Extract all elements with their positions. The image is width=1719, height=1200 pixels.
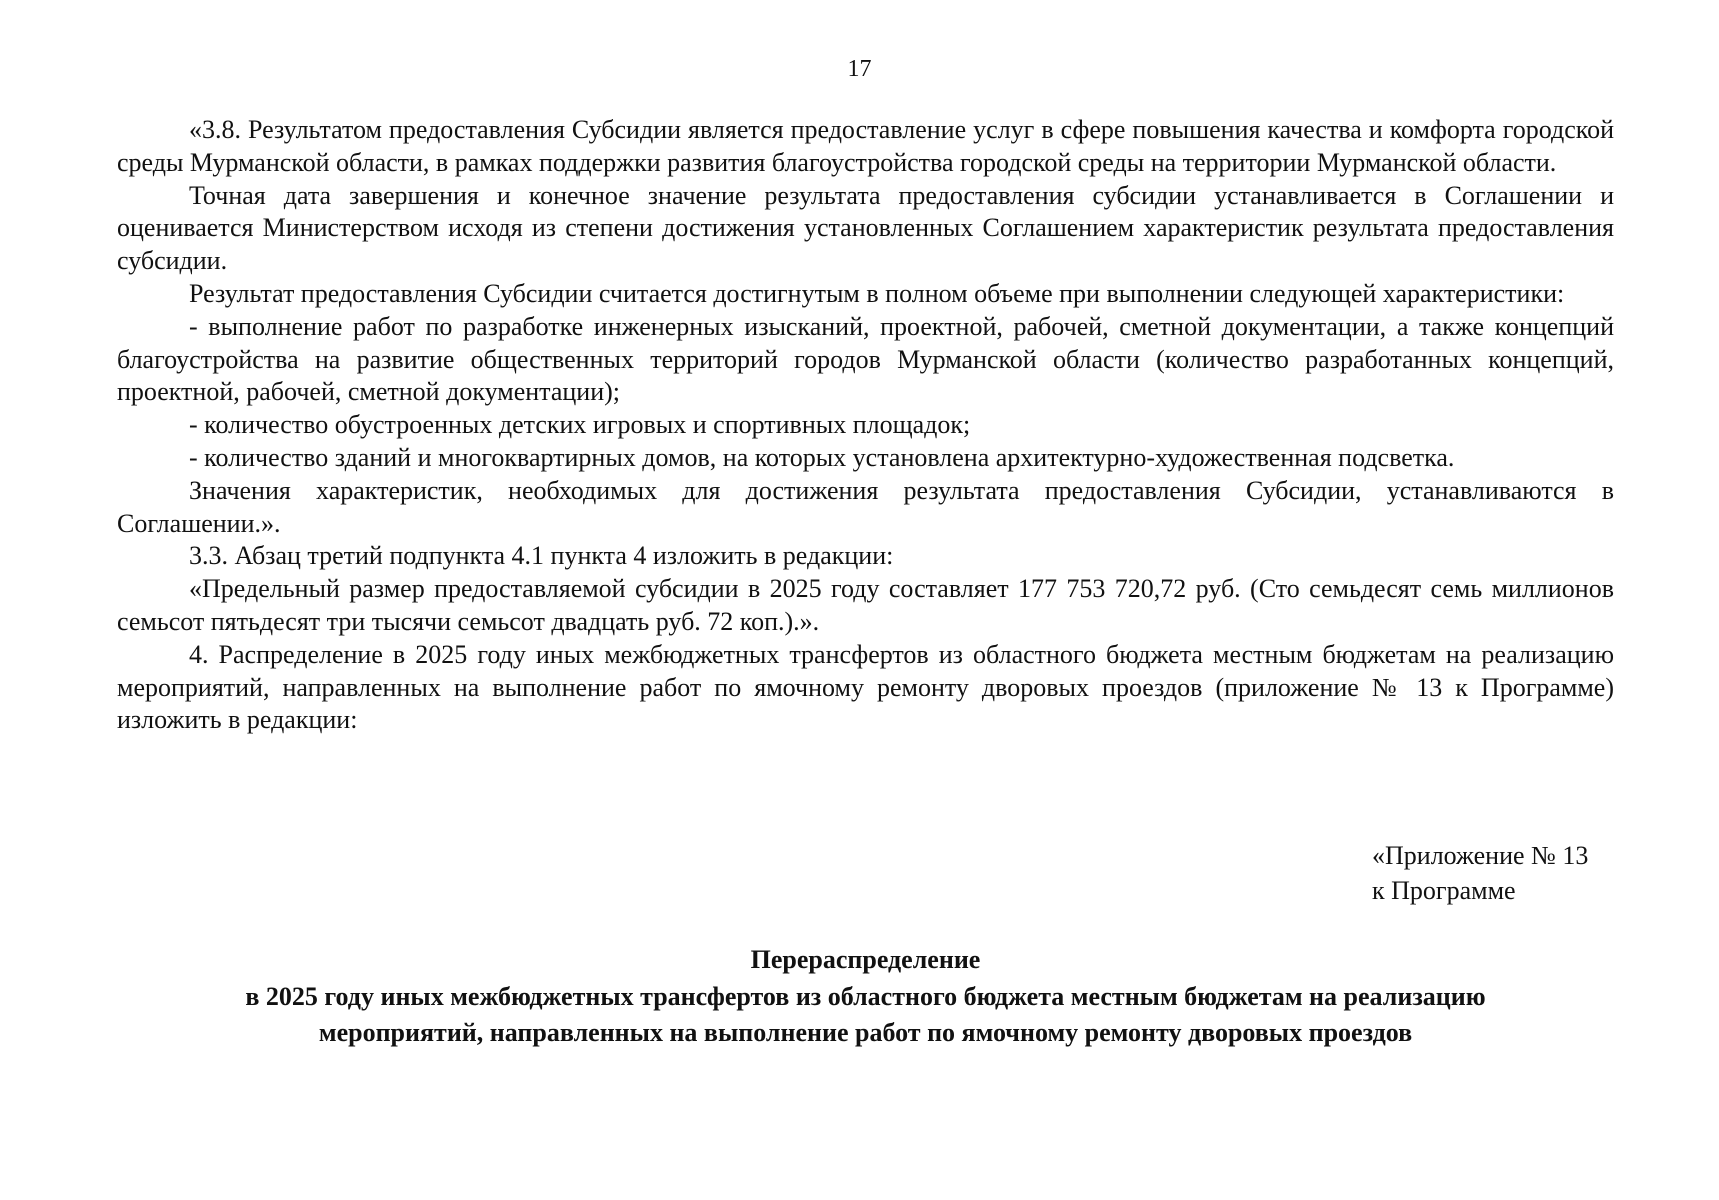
title-line-1: Перераспределение (750, 945, 981, 974)
paragraph-characteristic-values: Значения характеристик, необходимых для достижения результата предоставления Субсидии, устанавливаются в Соглашении.». (117, 475, 1614, 538)
paragraph-4-distribution: 4. Распределение в 2025 году иных межбюджетных трансфертов из областного бюджета местным бюджетам на реализацию мероприятий, направленных на выполнение работ по ямочному ремонту дворовых проездов (приложение № 13 к Программе) изложить в редакции: (117, 639, 1614, 735)
paragraph-completion-date: Точная дата завершения и конечное значение результата предоставления субсидии устанавливается в Соглашении и оценивается Министерством исходя из степени достижения установленных Соглашением характеристик результата предоставления субсидии. (117, 180, 1614, 276)
paragraph-subsidy-limit: «Предельный размер предоставляемой субсидии в 2025 году составляет 177 753 720,72 руб. (Сто семьдесят семь миллионов семьсот пятьдесят три тысячи семьсот двадцать руб. 72 коп.).». (117, 574, 1614, 636)
title-line-3: мероприятий, направленных на выполнение работ по ямочному ремонту дворовых проездов (318, 1018, 1413, 1047)
paragraph-item-lighting: - количество зданий и многоквартирных домов, на которых установлена архитектурно-художественная подсветка. (189, 442, 1455, 472)
section-title (117, 942, 1614, 1052)
paragraph-3-8-result: «3.8. Результатом предоставления Субсидии является предоставление услуг в сфере повышения качества и комфорта городской среды Мурманской области, в рамках поддержки развития благоустройства городской среды на территории Мурманской области. (117, 115, 1614, 177)
appendix-label (1372, 838, 1672, 908)
title-line-2: в 2025 году иных межбюджетных трансфертов из областного бюджета местным бюджетам на реализацию (245, 981, 1486, 1011)
appendix-line-1: «Приложение № 13 (1372, 841, 1589, 870)
paragraph-item-engineering-surveys: - выполнение работ по разработке инженерных изысканий, проектной, рабочей, сметной документации, а также концепций благоустройства на развитие общественных территорий городов Мурманской области (количество разработанных концепций, проектной, рабочей, сметной документации); (117, 311, 1614, 407)
appendix-line-2: к Программе (1372, 876, 1516, 905)
page-number: 17 (847, 56, 872, 82)
document-body (117, 114, 1614, 737)
paragraph-3-3-amendment: 3.3. Абзац третий подпункта 4.1 пункта 4 изложить в редакции: (189, 541, 894, 571)
paragraph-result-achieved: Результат предоставления Субсидии считается достигнутым в полном объеме при выполнении следующей характеристики: (189, 278, 1565, 308)
paragraph-item-playgrounds: - количество обустроенных детских игровых и спортивных площадок; (189, 410, 971, 440)
